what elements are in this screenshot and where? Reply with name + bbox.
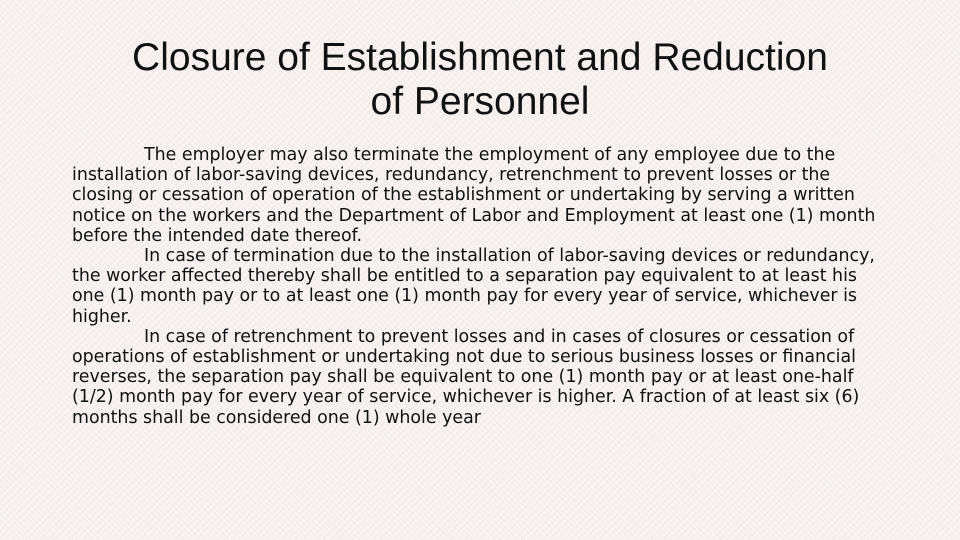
slide-title-line-1: Closure of Establishment and Reduction [132,36,828,79]
slide-body [72,145,890,428]
slide-title-line-2: of Personnel [370,80,590,123]
paragraph-redundancy-separation-pay: In case of termination due to the installation of labor-saving devices or redundancy, the worker affected thereby shall be entitled to a separation pay equivalent to at least his one (1) month pay or to at least one (1) month pay for every year of service, whichever is higher. [72,246,875,327]
slide-title [60,36,900,124]
paragraph-retrenchment-separation-pay: In case of retrenchment to prevent losses and in cases of closures or cessation of operations of establishment or undertaking not due to serious business losses or financial reverses, the separation pay shall be equivalent to one (1) month pay or at least one-half (1/2) month pay for every year of service, whichever is higher. A fraction of at least six (6) months shall be considered one (1) whole year [72,326,860,428]
paragraph-termination-notice: The employer may also terminate the employment of any employee due to the installation of labor-saving devices, redundancy, retrenchment to prevent losses or the closing or cessation of operation of the establishment or undertaking by serving a written notice on the workers and the Department of Labor and Employment at least one (1) month before the intended date thereof. [72,145,876,246]
